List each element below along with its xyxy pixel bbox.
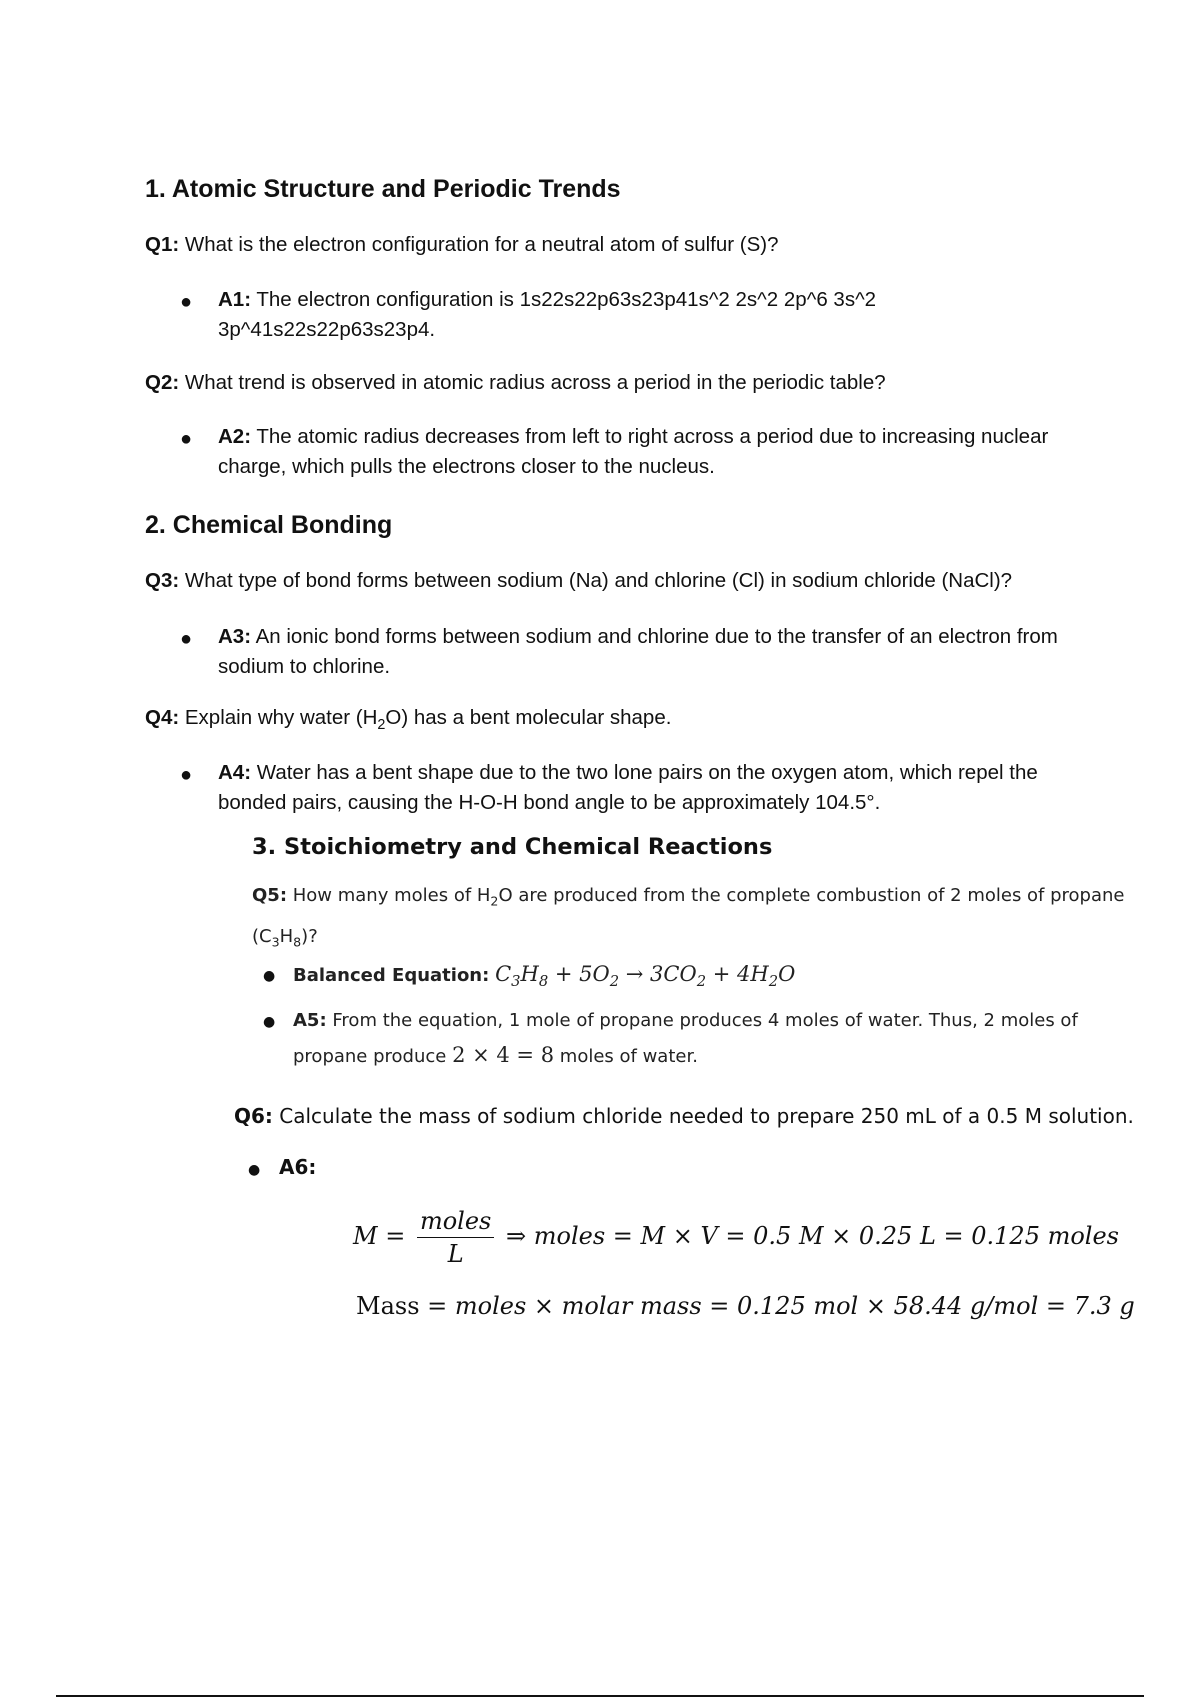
fraction-denominator: L — [447, 1240, 464, 1268]
question-1 — [145, 233, 779, 257]
mass-equation — [356, 1292, 1135, 1320]
answer-3-label: A3: — [218, 625, 252, 648]
answer-5-text: moles of water. — [554, 1046, 698, 1067]
question-5-text: How many moles of H — [287, 885, 491, 906]
mass-word: Mass — [356, 1292, 420, 1320]
balanced-equation-label: Balanced Equation: — [293, 965, 490, 986]
question-4-text: O) has a bent molecular shape. — [385, 706, 672, 729]
subscript: 3 — [271, 934, 280, 950]
page-bottom-rule — [56, 1695, 1144, 1697]
answer-4-text: Water has a bent shape due to the two lone pairs on the oxygen atom, which repel the bonded pairs, causing the H-O-H bond angle to be approximately 104.5°. — [218, 761, 1038, 814]
question-5-text: )? — [301, 925, 318, 947]
question-6-text: Calculate the mass of sodium chloride needed to prepare 250 mL of a 0.5 M solution. — [272, 1104, 1134, 1128]
bullet-icon: ● — [180, 628, 193, 650]
balanced-equation — [293, 957, 1143, 999]
answer-1-text: The electron configuration is 1s22s22p63s23p41s^2 2s^2 2p^6 3s^2 3p^41s22s22p63s23p4. — [218, 288, 877, 341]
answer-3-text: An ionic bond forms between sodium and chlorine due to the transfer of an electron from sodium to chlorine. — [218, 625, 1058, 678]
bullet-icon: ● — [180, 764, 193, 786]
question-2 — [145, 371, 886, 395]
question-4-text: Explain why water (H — [179, 706, 378, 729]
answer-6-label: A6: — [279, 1155, 317, 1179]
subscript: 2 — [490, 893, 499, 909]
bullet-icon: ● — [263, 1014, 276, 1030]
answer-1-label: A1: — [218, 288, 252, 311]
fraction — [417, 1207, 494, 1268]
mass-equation-rhs: = moles × molar mass = 0.125 mol × 58.44 g/mol = 7.3 g — [419, 1292, 1135, 1320]
question-6 — [234, 1104, 1134, 1128]
answer-5-math: 2 × 4 = 8 — [452, 1043, 555, 1067]
subscript: 2 — [377, 717, 386, 734]
subscript: 8 — [293, 934, 302, 950]
answer-6-label-line — [279, 1155, 316, 1179]
answer-1 — [218, 285, 1078, 345]
question-5-text: H — [279, 925, 294, 947]
question-5 — [252, 878, 1132, 959]
molarity-equation — [353, 1207, 1119, 1268]
section-1-heading: 1. Atomic Structure and Periodic Trends — [145, 175, 621, 203]
bullet-icon: ● — [180, 428, 193, 450]
equation-rhs: ⇒ moles = M × V = 0.5 M × 0.25 L = 0.125 moles — [506, 1222, 1119, 1250]
question-6-label: Q6: — [234, 1104, 273, 1128]
question-5-text: O are produced from the complete combustion of 2 moles of propane (C — [252, 885, 1125, 947]
question-2-label: Q2: — [145, 371, 180, 394]
fraction-numerator: moles — [417, 1207, 494, 1238]
bullet-icon: ● — [263, 968, 276, 984]
answer-4-label: A4: — [218, 761, 252, 784]
equation-lhs: M = — [353, 1222, 406, 1250]
question-1-text: What is the electron configuration for a neutral atom of sulfur (S)? — [179, 233, 779, 256]
answer-3 — [218, 622, 1078, 682]
reaction-equation: $C_3H_8 + 5O_2 \to 3CO_2 + 4H_2O$ — [495, 962, 796, 991]
answer-5-label: A5: — [293, 1010, 327, 1031]
answer-4 — [218, 758, 1078, 818]
question-2-text: What trend is observed in atomic radius across a period in the periodic table? — [179, 371, 886, 394]
question-4-label: Q4: — [145, 706, 180, 729]
section-2-heading: 2. Chemical Bonding — [145, 511, 393, 539]
bullet-icon: ● — [248, 1162, 261, 1178]
answer-2-label: A2: — [218, 425, 252, 448]
question-1-label: Q1: — [145, 233, 180, 256]
section-3-heading: 3. Stoichiometry and Chemical Reactions — [252, 834, 773, 860]
question-4 — [145, 706, 671, 733]
question-3-label: Q3: — [145, 569, 180, 592]
bullet-icon: ● — [180, 291, 193, 313]
answer-2-text: The atomic radius decreases from left to right across a period due to increasing nuclear charge, which pulls the electrons closer to the nucleus. — [218, 425, 1049, 478]
answer-5-text: From the equation, 1 mole of propane produces 4 moles of water. Thus, 2 moles of propane produce — [293, 1010, 1078, 1067]
question-3 — [145, 569, 1012, 593]
question-5-label: Q5: — [252, 885, 288, 906]
answer-5 — [293, 1003, 1143, 1074]
question-3-text: What type of bond forms between sodium (Na) and chlorine (Cl) in sodium chloride (NaCl)? — [179, 569, 1013, 592]
answer-2 — [218, 422, 1078, 482]
